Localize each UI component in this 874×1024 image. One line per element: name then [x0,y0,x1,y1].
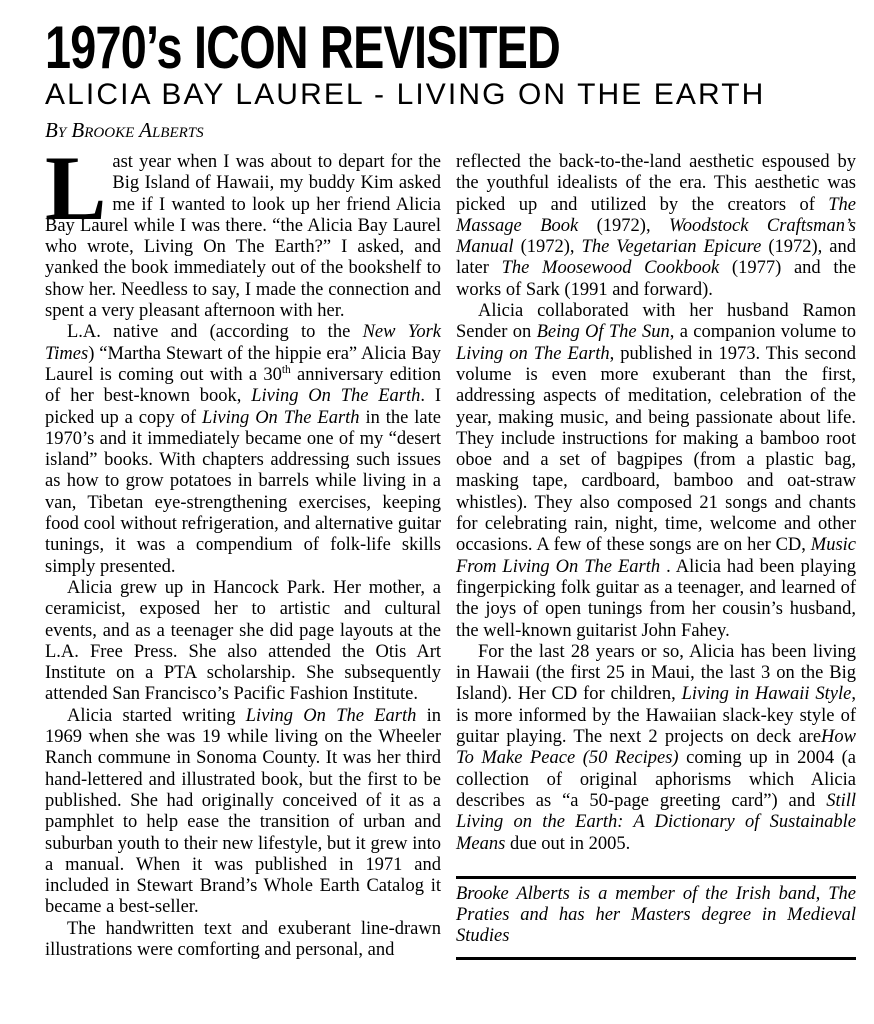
paragraph [456,642,856,855]
italic-text-run: Still Living on the Earth: A Dictionary of Sustainable Means [456,790,856,854]
italic-text-run: Woodstock Craftsman’s Manual [456,215,856,258]
text-run: reflected the back-to-the-land aesthetic espoused by the youthful idealists of the era. This aesthetic was picked up and utilized by the creators of [456,152,856,215]
italic-text-run: New York Times [45,322,441,364]
italic-text-run: Living On The Earth [251,386,421,407]
article-column-right [456,152,856,961]
italic-text-run: Living on The Earth [456,343,610,364]
text-run: Alicia collaborated with her husband Ramon Sender on [456,301,856,343]
paragraph [45,919,441,962]
text-run: due out in 2005. [505,833,631,854]
italic-text-run: Brooke Alberts is a member of the Irish band, The Praties and has her Masters degree in Medieval Studies [456,883,856,947]
paragraph [45,137,441,322]
page-title: 1970’s ICON REVISITED [45,14,561,81]
paragraph [45,706,441,919]
text-run: . Alicia had been playing fingerpicking folk guitar as a teenager, and learned of the joys of open tunings from her cousin’s husband, the well-known guitarist John Fahey. [456,556,856,641]
text-run: The handwritten text and exuberant line-drawn illustrations were comforting and personal, and [45,918,441,960]
italic-text-run: The Vegetarian Epicure [581,237,762,258]
page-subtitle: ALICIA BAY LAUREL - LIVING ON THE EARTH [45,78,766,111]
text-run: (1972), [513,237,582,258]
italic-text-run: Living On The Earth [245,705,417,726]
text-run: th [281,363,291,376]
text-run: anniversary edition of her best-known book, [45,364,441,407]
text-run: in 1969 when she was 19 while living on the Wheeler Ranch commune in Sonoma County. It was her third hand-lettered and illustrated book, but the first to be published. She had originally conceived of it as a pamphlet to help ease the transition of urban and suburban youth to their new lifestyle, but it grew into a manual. When it was published in 1971 and included in Stewart Brand’s Whole Earth Catalog it became a best-seller. [45,705,441,918]
text-run: . I picked up a copy of [45,386,441,428]
text-run: Alicia started writing [67,705,246,726]
italic-text-run: Living in Hawaii Style [681,684,852,705]
italic-text-run: Living On The Earth [202,407,360,428]
article-column-left [45,137,441,961]
text-run: (1977) and the works of Sark (1991 and forward). [456,258,856,300]
paragraph [45,578,441,706]
byline: By Brooke Alberts [45,118,204,142]
article-header [45,14,855,143]
text-run: For the last 28 years or so, Alicia has been living in Hawaii (the first 25 in Maui, the last 3 on the Big Island). Her CD for children, [456,641,856,705]
text-run: in the late 1970’s and it immediately became one of my “desert island” books. With chapters addressing such issues as how to grow potatoes in barrels while living in a van, Tibetan eye-strengthening exercises, keeping food cool without refrigeration, and alternative guitar tunings, it was a compendium of folk-life skills simply presented. [45,407,441,577]
text-run: (1972), and later [456,237,856,279]
italic-text-run: The Moosewood Cookbook [501,258,720,279]
text-run: , published in 1973. This second volume is even more exuberant than the first, addressing aspects of meditation, celebration of the year, making music, and being passionate about life. They include instructions for making a bamboo root oboe and a set of bagpipes (from a plastic bag, masking tape, cardboard, bamboo and oat-straw whistles). They also composed 21 songs and chants for celebrating rain, night, time, welcome and other occasions. A few of these songs are on her CD, [456,343,856,556]
paragraph [456,301,856,642]
text-run: coming up in 2004 (a collection of original aphorisms which Alicia describes as “a 50-page greeting card”) and [456,748,856,811]
article-columns [45,137,857,961]
author-bio [456,876,856,960]
paragraph [456,152,856,301]
italic-text-run: How To Make Peace (50 Recipes) [456,727,856,769]
text-run: Alicia grew up in Hancock Park. Her mother, a ceramicist, exposed her to artistic and cultural events, and as a teenager she did page layouts at the L.A. Free Press. She also attended the Otis Art Institute on a PTA scholarship. She subsequently attended San Francisco’s Pacific Fashion Institute. [45,577,441,705]
text-run: , a companion volume to [669,322,857,343]
text-run: ast year when I was about to depart for the Big Island of Hawaii, my buddy Kim asked me if I wanted to look up her friend Alicia Bay Laurel while I was there. “the Alicia Bay Laurel who wrote, Living On The Earth?” I asked, and yanked the book immediately out of the bookshelf to show her. Needless to say, I made the connection and spent a very pleasant afternoon with her. [45,152,441,322]
italic-text-run: Music From Living On The Earth [456,535,856,577]
paragraph [45,322,441,578]
drop-cap: L [45,137,107,239]
text-run: (1972), [578,215,669,236]
text-run: , is more informed by the Hawaiian slack-key style of guitar playing. The next 2 projects on deck are [456,684,856,748]
italic-text-run: Being Of The Sun [536,322,670,343]
text-run: ) “Martha Stewart of the hippie era” Alicia Bay Laurel is coming out with a 30 [45,343,441,385]
italic-text-run: The Massage Book [456,194,856,236]
text-run: L.A. native and (according to the [67,322,363,343]
